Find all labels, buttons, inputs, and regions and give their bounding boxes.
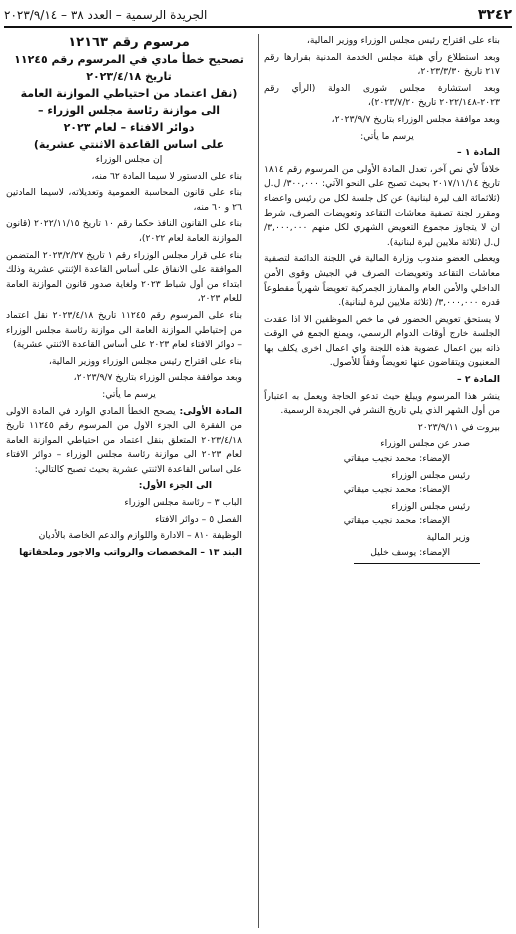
article-label: المادة الأولى: <box>179 405 242 417</box>
budget-item: البند ١٣ – المخصصات والرواتب والاجور وملحقاتها <box>19 546 242 558</box>
signature: الإمضاء: محمد نجيب ميقاتي <box>343 515 450 527</box>
paragraph: ويعطى العضو مندوب وزارة المالية في اللجنة الدائمة لتصفية معاشات التقاعد وتعويضات الصرف في الجيش وقوى الأمن الداخلي والأمن العام والمفارز الجمركية تعويضاً شهرياً مقطوعاً قدره ٣,٠٠٠,٠٠٠/ (ثلاثة ملايين ليرة لبنانية). <box>264 253 500 309</box>
signature-block <box>264 500 510 529</box>
left-column <box>6 34 252 562</box>
decree-title-line: تصحيح خطأ مادي في المرسوم رقم ١١٢٤٥ <box>14 53 244 66</box>
signature: الإمضاء: محمد نجيب ميقاتي <box>343 453 450 465</box>
article-text: يصحح الخطأ المادي الوارد في المادة الاولى من الفقرة الى الجزء الاول من المرسوم رقم ١١٢٤٥ تاريخ ٢٠٢٣/٤/١٨ المتعلق بنقل اعتماد من احتياطي الموازنة العامة لعام ٢٠٢٣ الى موازنة رئاسة مجلس الوزراء – دوائر الافتاء على اساس القاعدة الاثنتي عشرية بحيث تصبح كالتالي: <box>6 405 242 475</box>
decree-title-line: على اساس القاعدة الاثنتي عشرية) <box>33 138 225 151</box>
decree-title-line: تاريخ ٢٠٢٣/٤/١٨ <box>86 70 172 83</box>
paragraph: بناء على القانون النافذ حكما رقم ١٠ تاريخ ٢٠٢٢/١١/١٥ (قانون الموازنة العامة لعام ٢٠٢٢)، <box>6 218 242 244</box>
paragraph: بناء على المرسوم رقم ١١٢٤٥ تاريخ ٢٠٢٣/٤/١٨ نقل اعتماد من إحتياطي الموازنة العامة الى موازنة رئاسة مجلس الوزراء – دوائر الافتاء لعام ٢٠٢٣ على أساس القاعدة الاثنتي عشرية) <box>6 309 242 351</box>
decree-line: يرسم ما يأتي: <box>102 388 156 400</box>
paragraph: خلافاً لأي نص آخر، تعدل المادة الأولى من المرسوم رقم ١٨١٤ تاريخ ٢٠١٧/١١/١٤ بحيث تصبح على النحو الآتي: ٣٠٠,٠٠٠/ ل.ل (ثلاثمائة الف ليرة لبنانية) عن كل جلسة لكل من رئيس واعضاء ومقرر لجنة تصفية معاشات التقاعد وتعويضات الصرف، شرط ان لا يتجاوز مجموع التعويض الشهري لكل منهم ٣,٠٠٠,٠٠٠/ ل.ل (ثلاثة ملايين ليرة لبنانية). <box>264 163 500 248</box>
running-title: الجريدة الرسمية – العدد ٣٨ – ٢٠٢٣/٩/١٤ <box>4 8 208 22</box>
decree-title-line: دوائر الافتاء – لعام ٢٠٢٣ <box>63 121 195 134</box>
issuer: إن مجلس الوزراء <box>95 154 163 165</box>
article-title: المادة ٢ – <box>457 374 500 386</box>
paragraph: وبعد استطلاع رأي هيئة مجلس الخدمة المدنية بقرارها رقم ٢١٧ تاريخ ٢٠٢٣/٣/٣٠، <box>264 51 500 78</box>
signatory-title: رئيس مجلس الوزراء <box>391 500 470 512</box>
signature-block <box>264 469 510 498</box>
signatory-title: رئيس مجلس الوزراء <box>391 469 470 481</box>
decree-title-line: الى موازنة رئاسة مجلس الوزراء – <box>37 104 220 117</box>
signature: الإمضاء: محمد نجيب ميقاتي <box>343 484 450 496</box>
article-1 <box>6 405 252 478</box>
budget-function: الوظيفة ٨١٠ – الادارة واللوازم والدعم الخاصة بالأديان <box>38 530 242 542</box>
page-header <box>4 4 512 28</box>
paragraph: بناء على قرار مجلس الوزراء رقم ١ تاريخ ٢٠٢٣/٢/٢٧ المتضمن الموافقة على الانفاق على أساس القاعدة الإثنتي عشرية وذلك ابتداء من أول شباط ٢٠٢٣ ولغاية صدور قانون الموازنة العامة للعام ٢٠٢٣، <box>6 249 243 305</box>
signatory-title: وزير المالية <box>426 532 470 543</box>
signature: الإمضاء: يوسف خليل <box>370 546 450 558</box>
decree-title-line: (نقل اعتماد من احتياطي الموازنة العامة <box>20 87 238 100</box>
page-number: ٣٢٤٢ <box>477 7 512 23</box>
column-divider <box>258 34 259 928</box>
budget-section: الفصل ٥ – دوائر الافتاء <box>155 513 242 525</box>
budget-chapter: الباب ٣ – رئاسة مجلس الوزراء <box>124 497 242 509</box>
paragraph: لا يستحق تعويض الحضور في ما خص الموظفين الا اذا عقدت الجلسة خارج أوقات الدوام الرسمي، ويمنع الجمع في الوقت ذاته بين اعمال عضوية هذه اللجنة واي اعمال اخرى يكلف بها المعنيون ويتقاضون عنها تعويضاً وفقاً للأصول. <box>264 313 500 369</box>
signature-block <box>264 531 510 560</box>
place-date: بيروت في ٢٠٢٣/٩/١١ <box>417 421 500 433</box>
paragraph: وبعد موافقة مجلس الوزراء بتاريخ ٢٠٢٣/٩/٧، <box>73 372 242 384</box>
paragraph: بناء على الدستور لا سيما المادة ٦٢ منه، <box>91 170 242 182</box>
decree-line: يرسم ما يأتي: <box>360 130 414 142</box>
closing-rule <box>354 563 480 564</box>
paragraph: بناء على قانون المحاسبة العمومية وتعديلاته، لاسيما المادتين ٢٦ و ٦٠ منه، <box>6 187 242 213</box>
paragraph: وبعد موافقة مجلس الوزراء بتاريخ ٢٠٢٣/٩/٧، <box>331 113 500 125</box>
signatory-title: صدر عن مجلس الوزراء <box>380 438 470 450</box>
right-column <box>264 34 510 568</box>
decree-number: مرسوم رقم ١٢١٦٣ <box>68 35 190 50</box>
part-title: الى الجزء الأول: <box>138 480 212 492</box>
paragraph: بناء على اقتراح رئيس مجلس الوزراء ووزير المالية، <box>48 355 242 367</box>
signature-block <box>264 437 510 466</box>
paragraph: ينشر هذا المرسوم ويبلغ حيث تدعو الحاجة ويعمل به اعتباراً من أول الشهر الذي يلي تاريخ النشر في الجريدة الرسمية. <box>264 390 500 417</box>
article-title: المادة ١ – <box>457 147 500 159</box>
paragraph: بناء على اقتراح رئيس مجلس الوزراء ووزير المالية، <box>306 35 500 46</box>
paragraph: وبعد استشارة مجلس شورى الدولة (الرأي رقم ٢٠٢٣-٢٠٢٢/١٤٨ تاريخ ٢٠٢٣/٧/٢٠)، <box>264 82 500 109</box>
